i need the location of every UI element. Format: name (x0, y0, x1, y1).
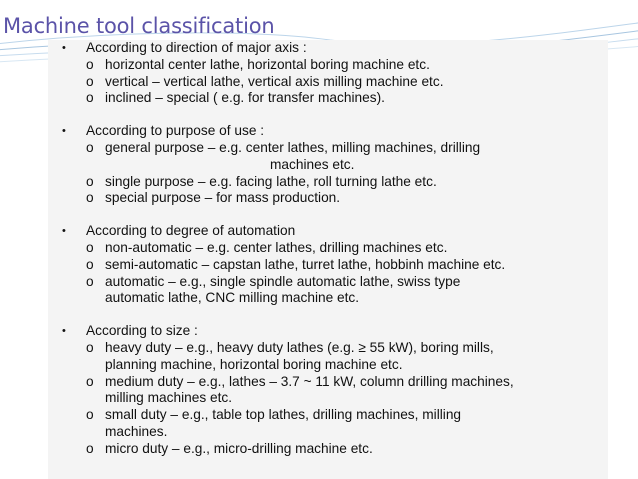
list-item (62, 274, 582, 308)
heading-text: According to direction of major axis : (86, 40, 307, 55)
list-item (62, 257, 582, 274)
circle-marker-icon: o (86, 273, 94, 289)
circle-marker-icon: o (86, 139, 94, 155)
item-text: inclined – special ( e.g. for transfer machines). (105, 90, 385, 106)
item-continuation: machines. (105, 423, 168, 439)
item-continuation: planning machine, horizontal boring machine etc. (105, 356, 403, 372)
item-text: small duty – e.g., table top lathes, drilling machines, milling (105, 407, 462, 423)
section-heading (62, 223, 582, 240)
heading-text: According to degree of automation (86, 223, 296, 239)
item-continuation: machines etc. (270, 156, 355, 172)
list-item (62, 140, 582, 174)
section-heading (62, 123, 582, 140)
circle-marker-icon: o (86, 239, 94, 255)
item-text: special purpose – for mass production. (105, 190, 341, 206)
sub-list (62, 57, 582, 107)
circle-marker-icon: o (86, 56, 94, 72)
item-text: horizontal center lathe, horizontal boring machine etc. (105, 56, 430, 72)
circle-marker-icon: o (86, 407, 94, 423)
list-item (62, 374, 582, 408)
list-item (62, 340, 582, 374)
section-heading (62, 323, 582, 340)
item-continuation: automatic lathe, CNC milling machine etc. (105, 290, 360, 306)
item-text: single purpose – e.g. facing lathe, roll turning lathe etc. (105, 173, 437, 189)
circle-marker-icon: o (86, 73, 94, 89)
bullet-icon: • (62, 325, 66, 338)
heading-text: According to purpose of use : (86, 123, 265, 139)
section-purpose-of-use (62, 123, 582, 207)
list-item (62, 441, 582, 458)
slide-title: Machine tool classification (3, 14, 275, 38)
item-text: semi-automatic – capstan lathe, turret lathe, hobbinh machine etc. (105, 256, 506, 272)
sub-list (62, 140, 582, 207)
list-item (62, 74, 582, 91)
item-text: medium duty – e.g., lathes – 3.7 ~ 11 kW, column drilling machines, (105, 373, 514, 389)
list-item (62, 174, 582, 191)
section-size (62, 323, 582, 457)
item-text: non-automatic – e.g. center lathes, drilling machines etc. (105, 239, 448, 255)
heading-text: According to size : (86, 323, 198, 339)
item-text: micro duty – e.g., micro-drilling machine etc. (105, 440, 373, 456)
circle-marker-icon: o (86, 90, 94, 106)
classification-outline (62, 40, 582, 474)
item-text: automatic – e.g., single spindle automatic lathe, swiss type (105, 273, 461, 289)
item-text: vertical – vertical lathe, vertical axis milling machine etc. (105, 73, 444, 89)
circle-marker-icon: o (86, 373, 94, 389)
section-degree-of-automation (62, 223, 582, 307)
item-continuation: milling machines etc. (105, 390, 233, 406)
section-heading (62, 40, 582, 57)
sub-list (62, 240, 582, 307)
circle-marker-icon: o (86, 339, 94, 355)
list-item (62, 90, 582, 107)
bullet-icon: • (62, 42, 66, 54)
list-item (62, 190, 582, 207)
item-text: heavy duty – e.g., heavy duty lathes (e.g. ≥ 55 kW), boring mills, (105, 339, 494, 355)
circle-marker-icon: o (86, 190, 94, 206)
list-item (62, 407, 582, 441)
circle-marker-icon: o (86, 256, 94, 272)
section-direction-of-axis (62, 40, 582, 107)
bullet-icon: • (62, 125, 66, 138)
sub-list (62, 340, 582, 458)
list-item (62, 240, 582, 257)
circle-marker-icon: o (86, 173, 94, 189)
bullet-icon: • (62, 225, 66, 238)
circle-marker-icon: o (86, 440, 94, 456)
item-text: general purpose – e.g. center lathes, milling machines, drilling (105, 139, 481, 155)
list-item (62, 57, 582, 74)
